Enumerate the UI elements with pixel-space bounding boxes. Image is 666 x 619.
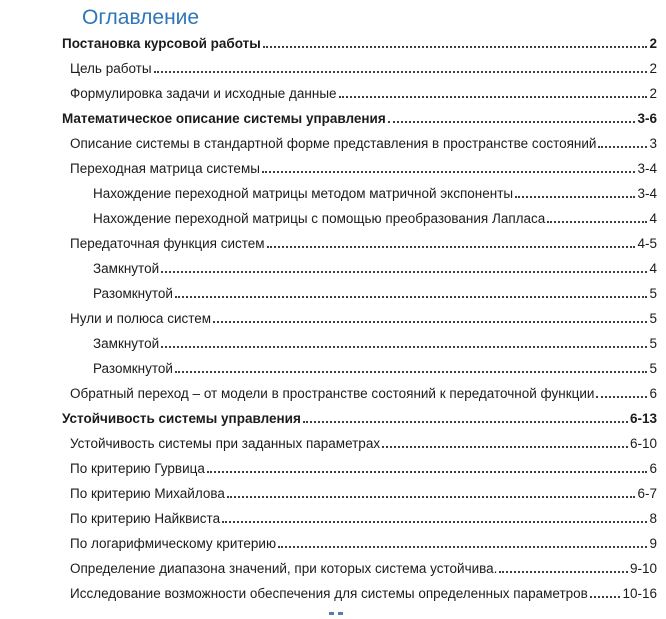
toc-entry-label: Цель работы	[70, 61, 152, 76]
toc-entry-label: Замкнутой	[93, 336, 160, 351]
toc-heading: Оглавление	[82, 6, 200, 29]
toc-entry[interactable]	[62, 586, 657, 601]
dot-leader	[388, 121, 636, 123]
toc-entry-label: Математическое описание системы управления	[62, 111, 386, 126]
toc-entry-label: Устойчивость системы управления	[62, 411, 301, 426]
toc-entry-label: По критерию Михайлова	[70, 486, 225, 501]
toc-entry-page: 4	[649, 261, 657, 276]
toc-entry[interactable]	[62, 186, 657, 201]
toc-entry-page: 6-13	[629, 411, 657, 426]
toc-entry-label: Нахождение переходной матрицы методом матричной экспоненты	[93, 186, 514, 201]
toc-entry-label: Формулировка задачи и исходные данные	[70, 86, 337, 101]
dot-leader	[267, 246, 636, 248]
clipped-next-line-fragment	[329, 612, 343, 615]
toc-entry[interactable]	[62, 386, 657, 401]
toc-entry[interactable]	[62, 461, 657, 476]
toc-entry-page: 4-5	[637, 236, 657, 251]
toc-entry[interactable]	[62, 436, 657, 451]
toc-entry[interactable]	[62, 536, 657, 551]
toc-entry-page: 2	[649, 36, 657, 51]
dot-leader	[590, 596, 621, 598]
toc-list	[62, 36, 657, 601]
toc-entry-page: 9-10	[629, 561, 657, 576]
dot-leader	[213, 321, 647, 323]
toc-entry-label: Замкнутой	[93, 261, 160, 276]
dot-leader	[278, 546, 647, 548]
toc-entry-page: 5	[649, 286, 657, 301]
toc-entry-label: Устойчивость системы при заданных параметрах	[70, 436, 381, 451]
dot-leader	[598, 146, 647, 148]
toc-entry[interactable]	[62, 486, 657, 501]
dot-leader	[499, 571, 628, 573]
toc-entry-page: 3-4	[637, 161, 657, 176]
toc-entry-page: 5	[649, 361, 657, 376]
dot-leader	[207, 471, 648, 473]
toc-entry-label: Нули и полюса систем	[70, 311, 212, 326]
toc-entry-page: 10-16	[622, 586, 657, 601]
toc-entry[interactable]	[62, 261, 657, 276]
toc-entry[interactable]	[62, 411, 657, 426]
toc-entry[interactable]	[62, 211, 657, 226]
toc-entry-page: 5	[649, 336, 657, 351]
toc-entry-label: Постановка курсовой работы	[62, 36, 261, 51]
toc-entry-page: 3	[649, 136, 657, 151]
toc-entry[interactable]	[62, 136, 657, 151]
toc-entry[interactable]	[62, 61, 657, 76]
toc-entry-label: Передаточная функция систем	[70, 236, 265, 251]
toc-entry-label: Переходная матрица системы	[70, 161, 260, 176]
toc-entry-label: Разомкнутой	[93, 286, 173, 301]
toc-entry-label: Исследование возможности обеспечения для системы определенных параметров	[70, 586, 588, 601]
toc-entry-page: 4	[649, 211, 657, 226]
toc-entry[interactable]	[62, 361, 657, 376]
dot-leader	[303, 421, 628, 423]
toc-entry-label: По критерию Гурвица	[70, 461, 205, 476]
toc-entry-page: 3-6	[637, 111, 657, 126]
dot-leader	[263, 46, 648, 48]
toc-entry-page: 5	[649, 311, 657, 326]
toc-entry-label: По логарифмическому критерию	[70, 536, 277, 551]
toc-entry[interactable]	[62, 161, 657, 176]
toc-entry[interactable]	[62, 561, 657, 576]
toc-entry-label: Нахождение переходной матрицы с помощью преобразования Лапласа	[93, 211, 546, 226]
clipped-glyph-top	[329, 612, 334, 615]
dot-leader	[161, 271, 647, 273]
toc-entry-label: По критерию Найквиста	[70, 511, 221, 526]
dot-leader	[382, 446, 628, 448]
toc-entry-page: 6	[649, 386, 657, 401]
dot-leader	[547, 221, 647, 223]
dot-leader	[596, 396, 647, 398]
dot-leader	[222, 521, 647, 523]
toc-entry-page: 3-4	[637, 186, 657, 201]
dot-leader	[227, 496, 636, 498]
toc-entry[interactable]	[62, 286, 657, 301]
toc-entry-page: 9	[649, 536, 657, 551]
dot-leader	[175, 296, 648, 298]
toc-entry-page: 6-7	[637, 486, 657, 501]
toc-entry-page: 2	[649, 61, 657, 76]
toc-entry-page: 6-10	[629, 436, 657, 451]
clipped-glyph-top	[338, 612, 343, 615]
toc-entry[interactable]	[62, 511, 657, 526]
toc-entry[interactable]	[62, 36, 657, 51]
dot-leader	[262, 171, 636, 173]
toc-entry[interactable]	[62, 236, 657, 251]
toc-entry-page: 8	[649, 511, 657, 526]
dot-leader	[175, 371, 648, 373]
dot-leader	[515, 196, 635, 198]
dot-leader	[339, 96, 648, 98]
toc-entry[interactable]	[62, 311, 657, 326]
toc-entry[interactable]	[62, 111, 657, 126]
toc-entry-label: Описание системы в стандартной форме представления в пространстве состояний	[70, 136, 597, 151]
toc-entry-label: Разомкнутой	[93, 361, 173, 376]
toc-entry-label: Определение диапазона значений, при которых система устойчива.	[70, 561, 498, 576]
toc-entry-page: 6	[649, 461, 657, 476]
dot-leader	[154, 71, 648, 73]
toc-entry-label: Обратный переход – от модели в пространстве состояний к передаточной функции	[70, 386, 595, 401]
toc-entry[interactable]	[62, 336, 657, 351]
toc-entry-page: 2	[649, 86, 657, 101]
toc-entry[interactable]	[62, 86, 657, 101]
dot-leader	[161, 346, 647, 348]
